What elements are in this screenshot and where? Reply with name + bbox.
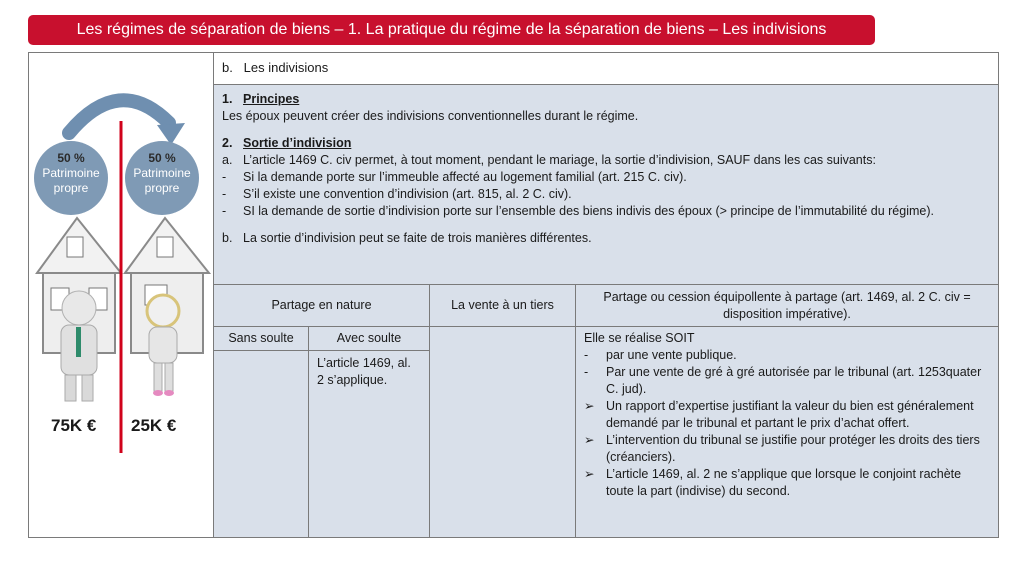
header-vente-tiers: La vente à un tiers (430, 285, 576, 327)
section-heading: b. Les indivisions (214, 53, 998, 85)
cell-sans-soulte (214, 351, 309, 537)
col3-intro: Elle se réalise SOIT (584, 331, 695, 345)
subheader-avec-soulte: Avec soulte (309, 327, 430, 351)
right-amount: 25K € (131, 416, 177, 435)
col3-arrow-list (584, 398, 990, 500)
couple-houses-illustration (29, 53, 213, 537)
arrow-bullet-icon: ➢ (584, 399, 595, 413)
case-item: - S’il existe une convention d’indivision (art. 815, al. 2 C. civ). (222, 187, 572, 201)
right-patrimoine-circle (125, 141, 199, 215)
list-item: ➢ L’article 1469, al. 2 ne s’applique que lorsque le conjoint rachète toute la part (indivise) du second. (584, 467, 962, 498)
cell-vente-tiers (430, 327, 576, 537)
content-column (214, 53, 998, 537)
methods-table (214, 285, 998, 537)
cell-avec-soulte: L’article 1469, al. 2 s’applique. (309, 351, 430, 537)
case-item: - Si la demande porte sur l’immeuble affecté au logement familial (art. 215 C. civ). (222, 170, 687, 184)
header-partage-cession: Partage ou cession équipollente à partage (art. 1469, al. 2 C. civ = disposition impérative). (576, 285, 998, 327)
sortie-a-item: a. L’article 1469 C. civ permet, à tout moment, pendant le mariage, la sortie d’indivision, SAUF dans les cas suivants: (222, 153, 876, 167)
subheader-sans-soulte: Sans soulte (214, 327, 309, 351)
left-label-line2: propre (53, 181, 89, 195)
slide-title: Les régimes de séparation de biens – 1. La pratique du régime de la séparation de biens – Les indivisions (28, 15, 875, 45)
list-item: ➢ Un rapport d’expertise justifiant la valeur du bien est généralement demandé par le tribunal et partant le prix d’achat offert. (584, 399, 974, 430)
right-label-line2: propre (144, 181, 180, 195)
content-table (28, 52, 999, 538)
list-item: - Par une vente de gré à gré autorisée par le tribunal (art. 1253quater C. jud). (584, 365, 982, 396)
principles-block (214, 85, 998, 285)
right-label-line1: Patrimoine (133, 166, 191, 180)
list-item: - par une vente publique. (584, 348, 737, 362)
left-amount: 75K € (51, 416, 97, 435)
header-partage-nature: Partage en nature (214, 285, 430, 327)
case-item: - SI la demande de sortie d’indivision porte sur l’ensemble des biens indivis des époux (> principe de l’immutabilité du régime). (222, 204, 934, 218)
cell-partage-cession (576, 327, 998, 537)
left-patrimoine-circle (34, 141, 108, 215)
man-figure-icon (61, 291, 97, 401)
sortie-b-item: b. La sortie d’indivision peut se faite de trois manières différentes. (222, 231, 592, 245)
arrow-bullet-icon: ➢ (584, 433, 595, 447)
left-percent: 50 % (57, 151, 85, 165)
right-percent: 50 % (148, 151, 176, 165)
arrow-bullet-icon: ➢ (584, 467, 595, 481)
list-item: ➢ L’intervention du tribunal se justifie pour protéger les droits des tiers (créanciers). (584, 433, 980, 464)
curved-arrow-icon (69, 100, 169, 133)
col3-dash-list (584, 347, 990, 398)
principes-text: Les époux peuvent créer des indivisions conventionnelles durant le régime. (222, 109, 639, 123)
woman-figure-icon (147, 295, 179, 396)
left-label-line1: Patrimoine (42, 166, 100, 180)
illustration-panel (29, 53, 214, 537)
principes-heading: 1. Principes (222, 92, 300, 106)
sortie-heading: 2. Sortie d’indivision (222, 136, 352, 150)
